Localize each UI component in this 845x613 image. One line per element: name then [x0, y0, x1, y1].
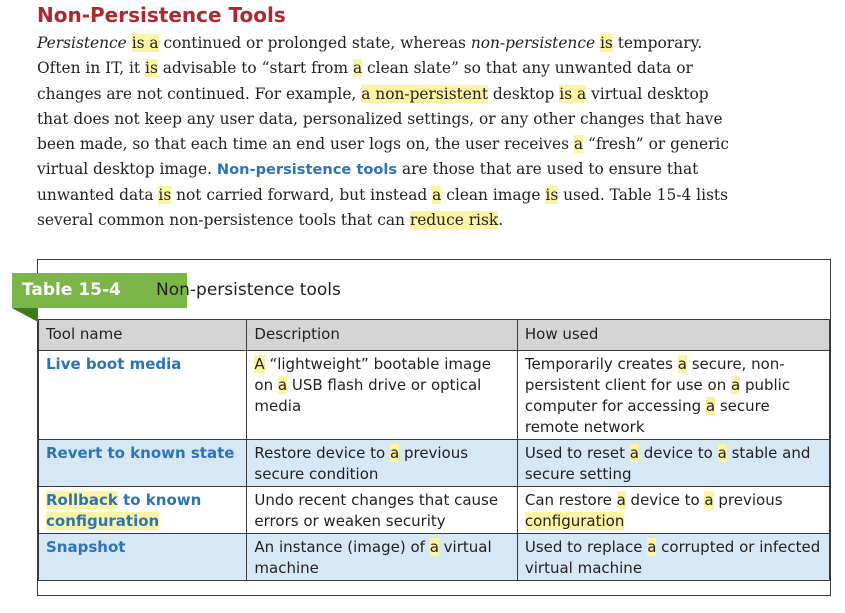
- text-run: Revert to known state: [46, 444, 235, 462]
- text-run: .: [498, 211, 504, 230]
- highlighted-text: a: [629, 444, 639, 462]
- highlighted-text: a non-persistent: [361, 84, 489, 103]
- text-run: Persistence: [37, 34, 127, 52]
- table-row: [39, 440, 830, 487]
- highlighted-text: a: [677, 355, 687, 373]
- text-run: device to: [638, 444, 718, 462]
- text-run: virtual desktop image.: [37, 160, 217, 179]
- text-run: Temporarily creates: [524, 355, 678, 373]
- paragraph-line: [37, 107, 837, 132]
- highlighted-text: is: [158, 185, 172, 204]
- table-row: [39, 351, 830, 440]
- text-run: Used to replace: [524, 538, 648, 556]
- section-heading: Non-Persistence Tools: [37, 3, 286, 27]
- highlighted-text: a: [705, 397, 716, 415]
- table-15-4: [22, 259, 831, 596]
- text-run: Often in IT, it: [37, 59, 146, 78]
- intro-paragraph: [37, 31, 837, 233]
- table-body: [39, 351, 830, 581]
- text-run: device to: [625, 491, 705, 509]
- table-row: [39, 487, 830, 534]
- highlighted-text: a: [730, 376, 741, 394]
- highlighted-text: is a: [131, 34, 159, 52]
- text-run: several common non-persistence tools that can: [37, 211, 410, 230]
- tool-name-cell: [39, 440, 247, 487]
- header-description: Description: [247, 320, 517, 351]
- text-run: temporary.: [612, 34, 703, 52]
- text-run: previous secure condition: [254, 444, 469, 483]
- highlighted-text: a: [432, 185, 442, 204]
- table-row: [39, 534, 830, 581]
- highlighted-text: a: [616, 491, 626, 509]
- text-run: Restore device to: [254, 444, 390, 462]
- text-run: used. Table 15-4 lists: [558, 185, 728, 204]
- text-run: public computer for accessing: [524, 376, 791, 415]
- tool-name-cell: [39, 351, 247, 440]
- text-run: are those that are used to ensure that: [397, 160, 699, 179]
- text-run: [127, 34, 132, 52]
- text-run: changes are not continued. For example,: [37, 84, 362, 103]
- text-run: Undo recent changes that cause errors or weaken security: [254, 491, 499, 530]
- how-used-cell: [517, 351, 829, 440]
- table-label-fold: [12, 308, 38, 322]
- text-run: non-persistence: [470, 34, 596, 52]
- tools-table: [38, 319, 830, 581]
- paragraph-line: [37, 82, 837, 107]
- highlighted-text: configuration: [524, 512, 625, 530]
- highlighted-text: reduce risk: [409, 211, 499, 230]
- description-cell: [247, 351, 517, 440]
- highlighted-text: is a: [559, 84, 587, 103]
- text-run: not carried forward, but instead: [171, 185, 433, 204]
- table-header-row: [39, 320, 830, 351]
- highlighted-text: is: [545, 185, 559, 204]
- text-run: An instance (image) of: [254, 538, 430, 556]
- how-used-cell: [517, 440, 829, 487]
- paragraph-line: [37, 208, 837, 233]
- text-run: clean slate” so that any unwanted data or: [362, 59, 693, 78]
- table-number-label: Table 15-4: [12, 273, 187, 308]
- paragraph-line: [37, 183, 837, 208]
- tool-name-cell: [39, 534, 247, 581]
- highlighted-text: is: [145, 59, 158, 78]
- text-run: Can restore: [524, 491, 617, 509]
- text-run: that does not keep any user data, personalized settings, or any other changes that have: [37, 109, 723, 128]
- paragraph-line: [37, 56, 837, 81]
- text-run: continued or prolonged state, whereas: [158, 34, 471, 52]
- table-caption: Non-persistence tools: [156, 280, 341, 300]
- paragraph-line: [37, 157, 837, 182]
- description-cell: [247, 440, 517, 487]
- text-run: secure remote network: [524, 397, 770, 436]
- text-run: stable and secure setting: [524, 444, 811, 483]
- text-run: unwanted data: [37, 185, 159, 204]
- highlighted-text: is: [599, 34, 613, 52]
- table-caption-row: [22, 260, 830, 319]
- highlighted-text: a: [704, 491, 714, 509]
- highlighted-text: A: [254, 355, 265, 373]
- text-run: secure, non-persistent client for use on: [524, 355, 785, 394]
- text-run: clean image: [441, 185, 546, 204]
- highlighted-text: a: [429, 538, 439, 556]
- text-run: corrupted or infected virtual machine: [524, 538, 821, 577]
- highlighted-text: configuration: [46, 512, 160, 530]
- text-run: previous: [713, 491, 783, 509]
- highlighted-text: Rollback: [46, 491, 118, 509]
- how-used-cell: [517, 534, 829, 581]
- highlighted-text: a: [389, 444, 400, 462]
- text-run: virtual machine: [254, 538, 492, 577]
- text-run: been made, so that each time an end user logs on, the user receives: [37, 135, 574, 154]
- paragraph-line: [37, 31, 837, 56]
- text-run: USB flash drive or optical media: [254, 376, 482, 415]
- highlighted-text: a: [352, 59, 363, 78]
- highlighted-text: a: [717, 444, 727, 462]
- highlighted-text: a: [647, 538, 657, 556]
- text-run: virtual desktop: [586, 84, 709, 103]
- text-run: Live boot media: [46, 355, 182, 373]
- text-run: to known: [117, 491, 202, 509]
- text-run: Snapshot: [46, 538, 126, 556]
- highlighted-text: a: [573, 135, 584, 154]
- header-how-used: How used: [517, 320, 829, 351]
- text-run: “fresh” or generic: [583, 135, 729, 154]
- text-run: “lightweight” bootable image on: [254, 355, 491, 394]
- how-used-cell: [517, 487, 829, 534]
- header-tool-name: Tool name: [39, 320, 247, 351]
- text-run: advisable to “start from: [157, 59, 353, 78]
- key-term: Non-persistence tools: [216, 161, 398, 179]
- paragraph-line: [37, 132, 837, 157]
- description-cell: [247, 534, 517, 581]
- highlighted-text: a: [277, 376, 288, 394]
- tool-name-cell: [39, 487, 247, 534]
- text-run: desktop: [488, 84, 560, 103]
- text-run: Used to reset: [524, 444, 630, 462]
- description-cell: [247, 487, 517, 534]
